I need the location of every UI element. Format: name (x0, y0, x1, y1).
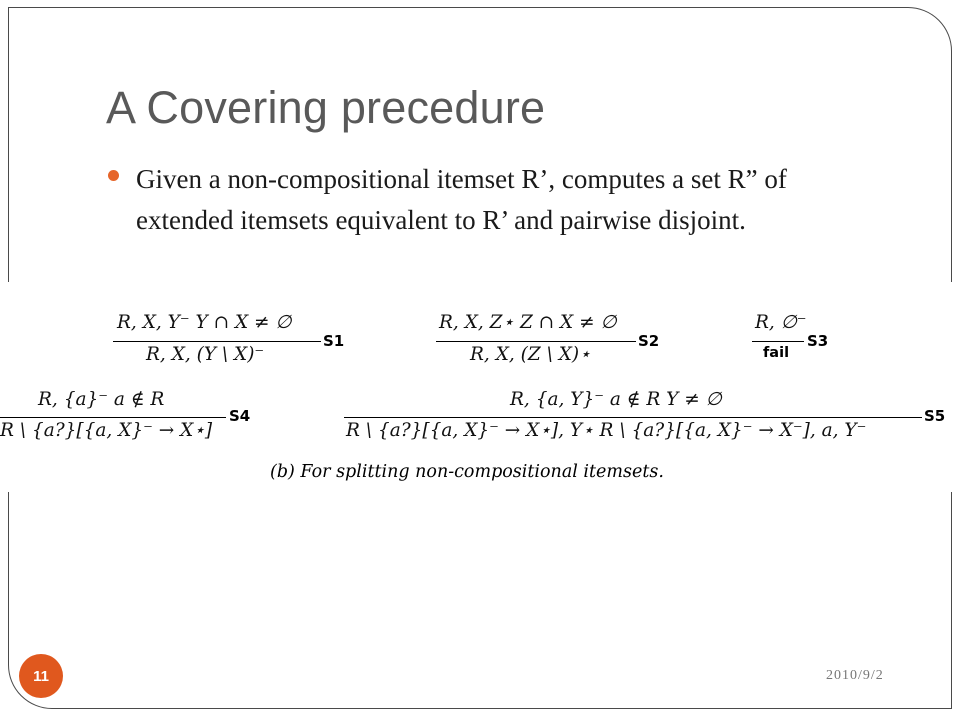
rule-s5-premise: R, {a, Y}⁻ a ∉ R Y ≠ ∅ (510, 389, 722, 410)
figure-caption: (b) For splitting non-compositional itemsets. (270, 462, 664, 482)
rule-s1-name: S1 (323, 332, 345, 350)
rule-s4-bar (0, 417, 226, 418)
rule-s4-name: S4 (229, 407, 251, 425)
slide-date: 2010/9/2 (826, 668, 884, 683)
inference-rules-figure (0, 282, 960, 492)
rule-s2-premise: R, X, Z⋆ Z ∩ X ≠ ∅ (439, 312, 617, 333)
rule-s5-conclusion: R \ {a?}[{a, X}⁻ → X⋆], Y⋆ R \ {a?}[{a, X}⁻ → X⁻], a, Y⁻ (346, 420, 867, 441)
rule-s3-bar (752, 341, 804, 342)
rule-s1-conclusion: R, X, (Y \ X)⁻ (146, 344, 265, 365)
bullet-text (136, 159, 916, 241)
rule-s4-premise: R, {a}⁻ a ∉ R (38, 389, 165, 410)
bullet-line-2: extended itemsets equivalent to R’ and pairwise disjoint. (136, 205, 746, 235)
slide-number-badge: 11 (19, 654, 63, 698)
rule-s4-conclusion: R \ {a?}[{a, X}⁻ → X⋆] (0, 420, 213, 441)
rule-s3-premise: R, ∅⁻ (755, 312, 807, 333)
rule-s5-bar (344, 417, 922, 418)
rule-s2-name: S2 (638, 332, 660, 350)
rule-s2-bar (436, 341, 636, 342)
rule-s3-conclusion: fail (763, 345, 790, 361)
rule-s1-bar (113, 341, 321, 342)
bullet-marker (108, 170, 119, 181)
rule-s3-name: S3 (807, 332, 829, 350)
bullet-line-1: Given a non-compositional itemset R’, computes a set R” of (136, 164, 787, 194)
slide-title: A Covering precedure (106, 82, 546, 133)
rule-s2-conclusion: R, X, (Z \ X)⋆ (470, 344, 591, 365)
rule-s1-premise: R, X, Y⁻ Y ∩ X ≠ ∅ (117, 312, 292, 333)
rule-s5-name: S5 (924, 407, 946, 425)
